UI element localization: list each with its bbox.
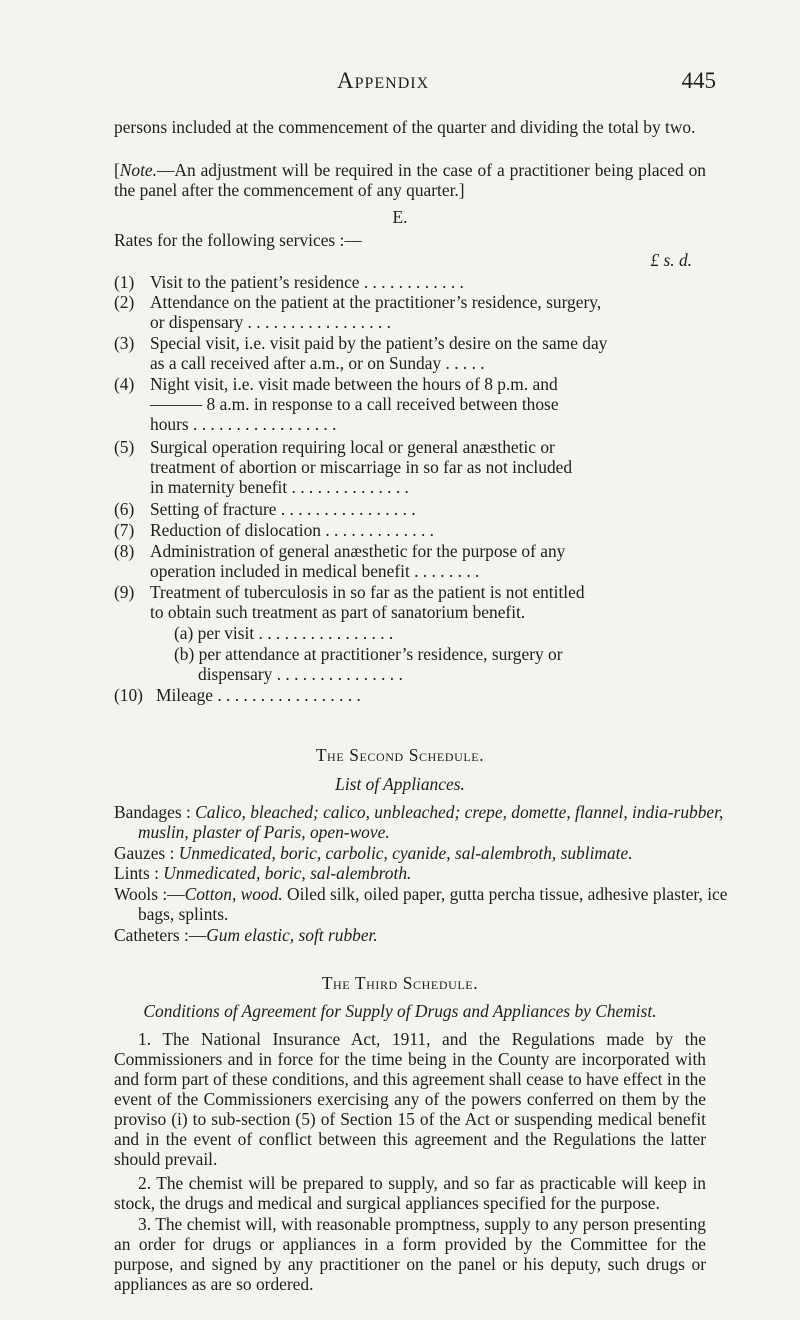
item-line: treatment of abortion or miscarriage in so far as not included [150,457,573,477]
appliance-label: Gauzes : [114,843,179,863]
item-number: (9) [114,582,135,602]
item-line: Reduction of dislocation . . . . . . . . . . . . . [150,520,435,540]
appliance-label: Catheters :— [114,925,207,945]
service-item [114,582,706,622]
item-line: Visit to the patient’s residence . . . . . . . . . . . . [150,272,464,292]
item-number: (1) [114,272,135,292]
condition-paragraph: 1. The National Insurance Act, 1911, and the Regulations made by the Commissioners and in force for the time being in the County are incorporated with and form part of these conditions, and this agreement shall cease to have effect in the event of the Commissioners exercising any of the powers conferred on them by the proviso (i) to sub-section (5) of Section 15 of the Act or suspending medical benefit and in the event of conflict between this agreement and the Regulations the latter should prevail. [114,1029,706,1169]
intro-paragraph: persons included at the commencement of the quarter and dividing the total by two. [114,117,696,137]
service-item [114,272,706,292]
service-sub-item [114,644,706,684]
item-line: operation included in medical benefit . . . . . . . . [150,561,480,581]
appliance-list: Calico, bleached; calico, unbleached; crepe, domette, flannel, india-rubber, muslin, plaster of Paris, open-wove. [138,802,724,842]
appliance-lints [114,863,730,883]
second-schedule-heading: The Second Schedule. [315,745,485,765]
appliance-label: Wools :— [114,884,185,904]
item-number: (7) [114,520,135,540]
item-line: in maternity benefit . . . . . . . . . . . . . . [150,477,409,497]
appliance-list: Gum elastic, soft rubber. [206,925,378,945]
note-label: Note. [119,160,157,180]
running-header [0,68,800,98]
item-line: as a call received after a.m., or on Sunday . . . . . [150,353,485,373]
appliance-list-rest: Oiled silk, oiled paper, gutta percha tissue, adhesive plaster, ice bags, splints. [138,884,728,924]
sub-item-line: dispensary . . . . . . . . . . . . . . . [198,664,403,684]
item-line: Night visit, i.e. visit made between the hours of 8 p.m. and [150,374,558,394]
item-number: (5) [114,437,135,457]
header-title: Appendix [337,68,430,93]
service-item [114,685,706,705]
item-line: hours . . . . . . . . . . . . . . . . . [150,414,337,434]
appliance-list: Unmedicated, boric, carbolic, cyanide, sal-alembroth, sublimate. [178,843,633,863]
appliance-wools [114,884,730,924]
item-number: (6) [114,499,135,519]
note-paragraph [114,160,706,200]
third-schedule-heading: The Third Schedule. [321,973,479,993]
service-item [114,541,706,581]
note-open-bracket: [ [114,160,120,180]
service-item [114,374,706,434]
sub-item-line: (b) per attendance at practitioner’s residence, surgery or [174,644,563,664]
third-schedule-subheading: Conditions of Agreement for Supply of Drugs and Appliances by Chemist. [143,1001,657,1021]
appliance-list: Cotton, wood. [184,884,283,904]
condition-paragraph: 3. The chemist will, with reasonable promptness, supply to any person presenting an order for drugs or appliances in a form provided by the Committee for the purpose, and signed by any practitioner on the panel or his deputy, such drugs or appliances as are so ordered. [114,1214,706,1294]
item-line: Administration of general anæsthetic for the purpose of any [150,541,566,561]
service-item [114,292,706,332]
condition-paragraph: 2. The chemist will be prepared to supply, and so far as practicable will keep in stock, the drugs and medical and surgical appliances specified for the purpose. [114,1173,706,1213]
item-line: or dispensary . . . . . . . . . . . . . . . . . [150,312,392,332]
appliance-label: Bandages : [114,802,196,822]
item-line: Mileage . . . . . . . . . . . . . . . . . [156,685,361,705]
appliance-bandages [114,802,730,842]
second-schedule-subheading: List of Appliances. [335,774,465,794]
sub-item-line: (a) per visit . . . . . . . . . . . . . . . . [174,623,394,643]
appliance-label: Lints : [114,863,164,883]
currency-header: £ s. d. [650,250,692,270]
appliance-list: Unmedicated, boric, sal-alembroth. [163,863,412,883]
service-item [114,333,706,373]
service-item [114,499,706,519]
appliance-gauzes [114,843,730,863]
item-line: Surgical operation requiring local or general anæsthetic or [150,437,555,457]
item-number: (8) [114,541,135,561]
item-line: Special visit, i.e. visit paid by the patient’s desire on the same day [150,333,608,353]
appliance-catheters [114,925,730,945]
item-line: Setting of fracture . . . . . . . . . . . . . . . . [150,499,416,519]
page-number: 445 [681,68,716,93]
item-line: to obtain such treatment as part of sanatorium benefit. [150,602,526,622]
note-text: —An adjustment will be required in the case of a practitioner being placed on the panel after the commencement of any quarter.] [114,160,706,200]
item-number: (3) [114,333,135,353]
service-item [114,437,706,497]
rates-intro: Rates for the following services :— [114,230,362,250]
service-item [114,520,706,540]
item-number: (10) [114,685,143,705]
service-sub-item [114,623,706,643]
item-line: ——— 8 a.m. in response to a call received between those [150,394,559,414]
item-line: Treatment of tuberculosis in so far as the patient is not entitled [150,582,585,602]
item-number: (4) [114,374,135,394]
item-number: (2) [114,292,135,312]
item-line: Attendance on the patient at the practitioner’s residence, surgery, [150,292,602,312]
section-heading-e: E. [392,207,408,227]
